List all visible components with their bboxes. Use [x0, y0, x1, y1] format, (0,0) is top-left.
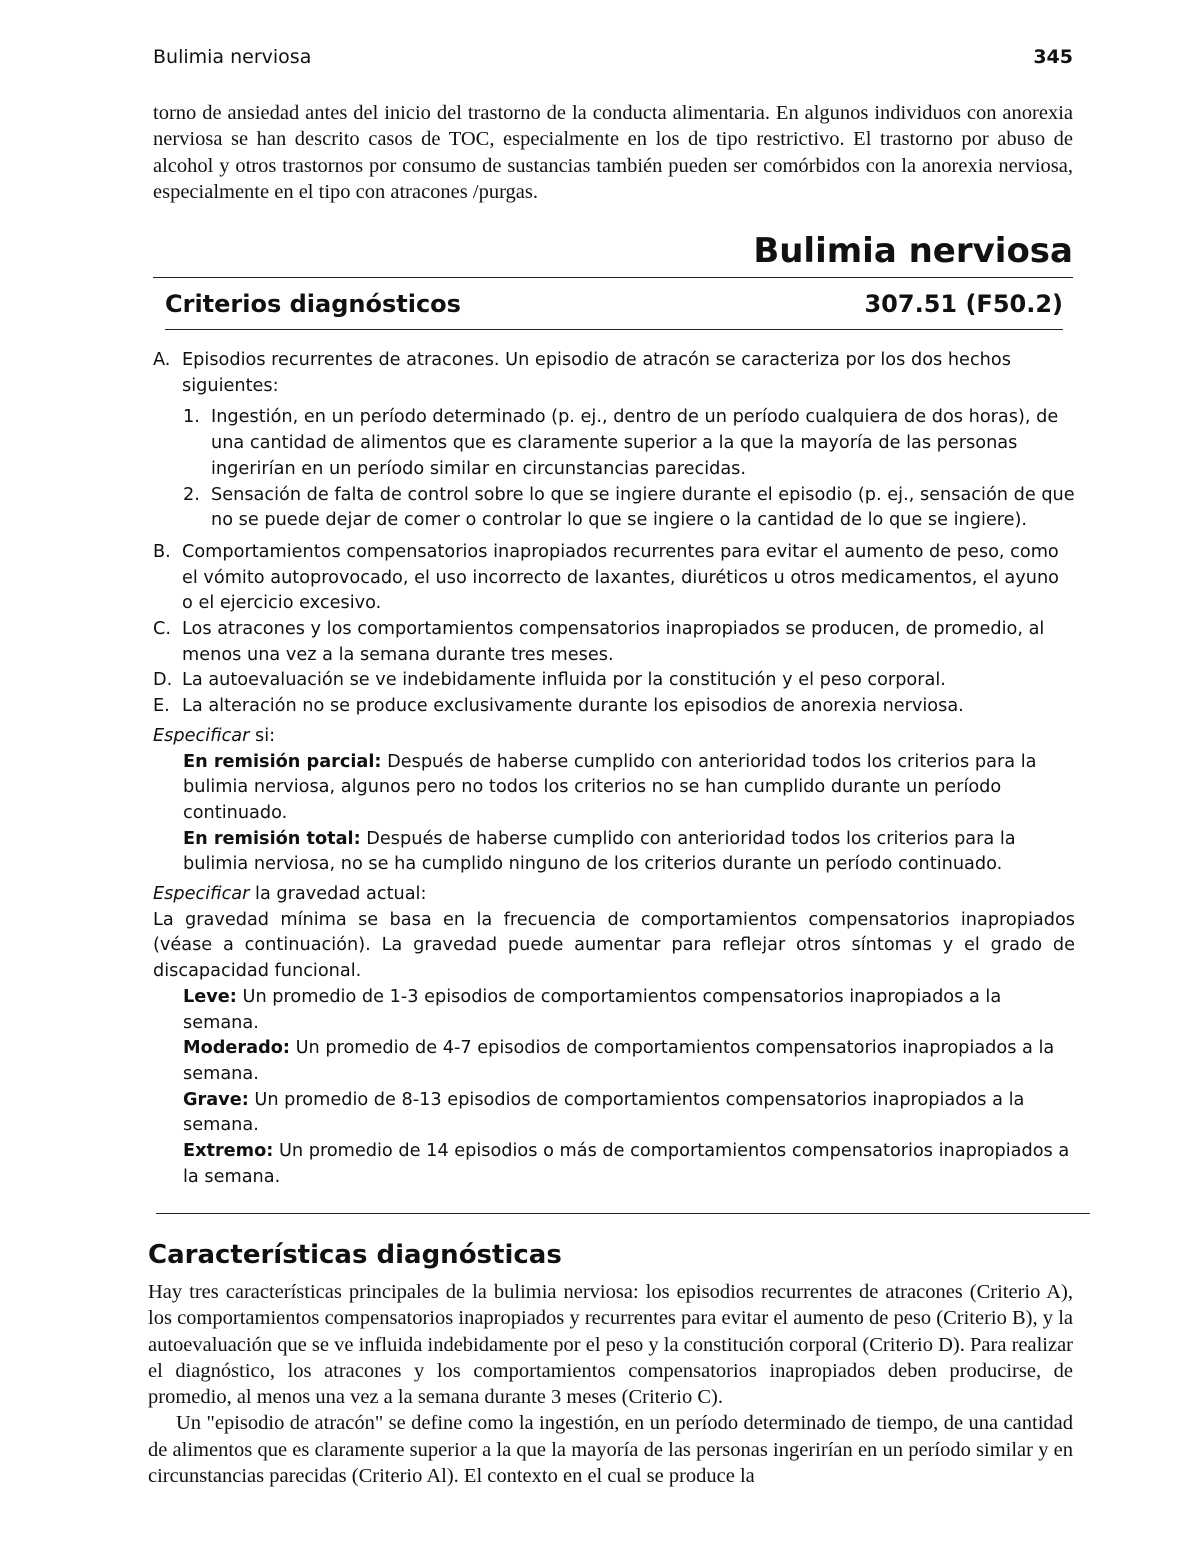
criterion-a-item: [153, 483, 1075, 534]
item-text: Sensación de falta de control sobre lo que se ingiere durante el episodio (p. ej., sensación de que no se puede dejar de comer o controlar lo que se ingiere o la cantidad de lo que se ingiere).: [211, 484, 1075, 531]
criterion-a: [153, 348, 1075, 399]
remission-total-label: En remisión total:: [183, 828, 361, 849]
remission-partial: [153, 750, 1075, 827]
remission-partial-label: En remisión parcial:: [183, 751, 382, 772]
criterion-letter: A.: [153, 350, 171, 370]
severity-level: [153, 1139, 1075, 1190]
criterion-text: La alteración no se produce exclusivamente durante los episodios de anorexia nerviosa.: [182, 696, 964, 717]
running-head: [153, 46, 1073, 74]
severity-label: Grave:: [183, 1089, 249, 1110]
section-title: Bulimia nerviosa: [753, 231, 1073, 271]
item-text: Ingestión, en un período determinado (p. ej., dentro de un período cualquiera de dos horas), de una cantidad de alimentos que es claramente superior a la que la mayoría de las personas ingerirían en un período similar en circunstancias parecidas.: [211, 407, 1059, 479]
page-number: 345: [1033, 46, 1073, 68]
severity-label: Moderado:: [183, 1038, 290, 1059]
criterion-e: [153, 694, 1075, 720]
criterion-text: La autoevaluación se ve indebidamente influida por la constitución y el peso corporal.: [182, 670, 946, 691]
diagnostic-features-title: Características diagnósticas: [148, 1240, 562, 1270]
criteria-header-rule: [165, 329, 1063, 330]
item-number: 2.: [183, 484, 200, 505]
criterion-b: [153, 540, 1075, 617]
intro-paragraph: torno de ansiedad antes del inicio del trastorno de la conducta alimentaria. En algunos individuos con anorexia nerviosa se han descrito casos de TOC, especialmente en los de tipo restrictivo. El trastorno por abuso de alcohol y otros trastornos por consumo de sustancias también pueden ser comórbidos con la anorexia nerviosa, especialmente en el tipo con atracones /purgas.: [153, 102, 1073, 203]
specify-italic: Especificar: [153, 884, 250, 905]
specify-rest: si:: [249, 725, 276, 746]
severity-description: La gravedad mínima se basa en la frecuencia de comportamientos compensatorios inapropiados (véase a continuación). La gravedad puede aumentar para reflejar otros síntomas y el grado de discapacidad funcional.: [153, 909, 1075, 982]
criterion-letter: E.: [153, 696, 170, 717]
severity-text: Un promedio de 4-7 episodios de comportamientos compensatorios inapropiados a la semana.: [183, 1038, 1055, 1084]
diagnostic-paragraph: Un "episodio de atracón" se define como la ingestión, en un período determinado de tiempo, de una cantidad de alimentos que es claramente superior a la que la mayoría de las personas ingerirían en un período similar y en circunstancias parecidas (Criterio Al). El contexto en el cual se produce la: [148, 1412, 1073, 1488]
criterion-a-item: [153, 405, 1075, 482]
criterion-text: Comportamientos compensatorios inapropiados recurrentes para evitar el aumento de peso, como el vómito autoprovocado, el uso incorrecto de laxantes, diuréticos u otros medicamentos, el ayuno o el ejercicio excesivo.: [182, 541, 1059, 614]
item-number: 1.: [183, 407, 200, 428]
remission-partial-text: Después de haberse cumplido con anterioridad todos los criterios para la bulimia nerviosa, algunos pero no todos los criterios no se han cumplido durante un período continuado.: [183, 751, 1037, 823]
criterion-text: Episodios recurrentes de atracones. Un episodio de atracón se caracteriza por los dos hechos siguientes:: [182, 350, 1011, 396]
severity-text: Un promedio de 1-3 episodios de comportamientos compensatorios inapropiados a la semana.: [183, 986, 1002, 1033]
criteria-header-code: 307.51 (F50.2): [864, 290, 1063, 318]
criteria-box-bottom-rule: [156, 1213, 1090, 1214]
specify-remission-line: [153, 724, 1075, 750]
criteria-header-label: Criterios diagnósticos: [165, 290, 461, 318]
criterion-letter: C.: [153, 619, 171, 640]
criterion-text: Los atracones y los comportamientos compensatorios inapropiados se producen, de promedio, al menos una vez a la semana durante tres meses.: [182, 619, 1045, 665]
severity-level: [153, 1088, 1075, 1139]
diagnostic-features-body: [148, 1279, 1073, 1489]
severity-label: Extremo:: [183, 1141, 274, 1162]
specify-rest: la gravedad actual:: [249, 884, 427, 905]
diagnostic-paragraph: Hay tres características principales de la bulimia nerviosa: los episodios recurrentes de atracones (Criterio A), los comportamientos compensatorios inapropiados y recurrentes para evitar el aumento de peso (Criterio B), y la autoevaluación que se ve influida indebidamente por el peso y la constitución corporal (Criterio D). Para realizar el diagnóstico, los atracones y los comportamientos compensatorios inapropiados deben producirse, de promedio, al menos una vez a la semana durante 3 meses (Criterio C).: [148, 1281, 1074, 1409]
specify-italic: Especificar: [153, 725, 250, 746]
criterion-c: [153, 617, 1075, 668]
criteria-header: [165, 286, 1063, 326]
criterion-letter: B.: [153, 541, 171, 562]
severity-label: Leve:: [183, 986, 237, 1007]
remission-total: [153, 827, 1075, 878]
severity-level: [153, 1036, 1075, 1087]
severity-text: Un promedio de 8-13 episodios de comportamientos compensatorios inapropiados a la semana.: [183, 1089, 1025, 1136]
remission-total-text: Después de haberse cumplido con anterioridad todos los criterios para la bulimia nerviosa, no se ha cumplido ninguno de los criterios durante un período continuado.: [183, 828, 1016, 875]
severity-text: Un promedio de 14 episodios o más de comportamientos compensatorios inapropiados a la semana.: [183, 1141, 1070, 1187]
criterion-d: [153, 668, 1075, 694]
section-title-rule: [153, 277, 1073, 278]
running-head-title: Bulimia nerviosa: [153, 46, 312, 68]
criteria-list: [153, 348, 1075, 1191]
criterion-a-sublist: [153, 405, 1075, 534]
severity-level: [153, 985, 1075, 1036]
specify-severity-line: [153, 882, 1075, 908]
criterion-letter: D.: [153, 670, 173, 691]
